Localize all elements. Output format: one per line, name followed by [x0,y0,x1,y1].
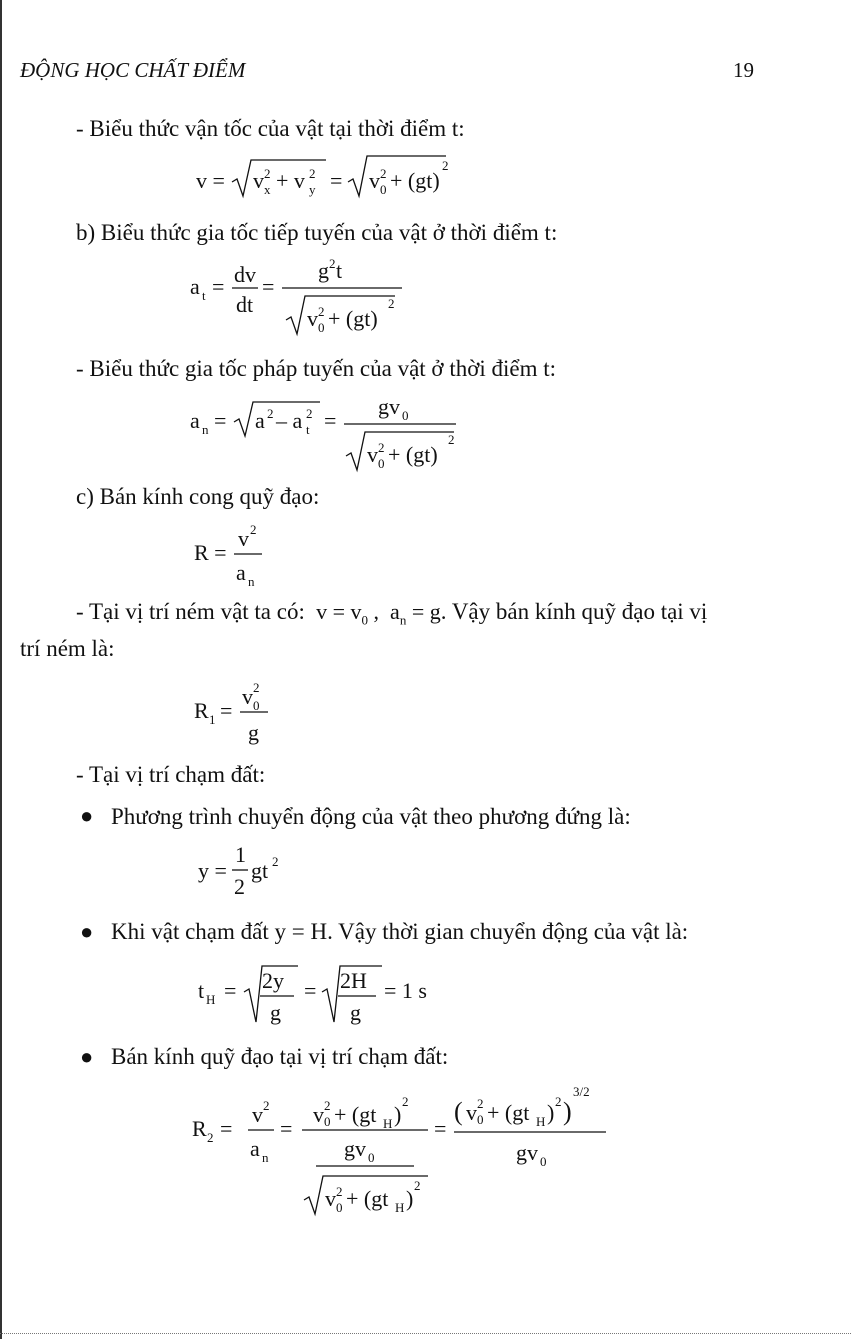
svg-text:=: = [330,168,343,193]
svg-text:): ) [406,1186,414,1211]
svg-text:R: R [194,698,209,723]
bottom-dotted-rule [0,1333,851,1334]
launch-radius-formula [194,676,284,752]
svg-text:gv: gv [378,394,400,419]
launch-point-text [76,599,707,628]
svg-text:2: 2 [250,522,257,537]
svg-text:2: 2 [263,1098,270,1113]
tangential-intro: b) Biểu thức gia tốc tiếp tuyến của vật ở thời điểm t: [76,220,558,245]
impact-time-formula [198,956,438,1042]
svg-text:n: n [248,574,255,589]
svg-text:0: 0 [402,408,409,423]
svg-text:1: 1 [235,842,246,867]
svg-text:0: 0 [378,456,385,471]
svg-text:a: a [250,1136,260,1161]
tangential-accel-formula [190,258,420,344]
svg-text:g: g [248,720,259,745]
svg-text:v: v [367,442,378,467]
svg-text:1: 1 [209,712,216,727]
svg-text:2: 2 [267,406,274,421]
svg-text:a: a [190,408,200,433]
svg-text:2: 2 [336,1184,343,1199]
svg-text:a: a [190,274,200,299]
svg-text:0: 0 [477,1112,484,1127]
svg-text:): ) [547,1100,555,1125]
svg-text:2: 2 [207,1130,214,1145]
svg-text:n: n [262,1150,269,1165]
svg-text:2: 2 [477,1096,484,1111]
svg-text:– a: – a [276,408,303,433]
svg-text:2: 2 [329,256,336,271]
svg-text:0: 0 [324,1114,331,1129]
svg-text:v: v [242,684,253,709]
svg-text:2: 2 [378,440,385,455]
svg-text:t: t [202,288,206,303]
svg-text:+ (gt): + (gt) [390,168,440,193]
svg-text:2: 2 [324,1098,331,1113]
svg-text:gv: gv [344,1136,366,1161]
svg-text:dv: dv [234,262,256,287]
svg-text:n: n [202,422,209,437]
vertical-motion-formula [198,838,298,914]
svg-text:v: v [307,306,318,331]
svg-text:H: H [206,992,216,1007]
svg-text:y =: y = [198,858,227,883]
bullet-icon: ● [80,1044,94,1069]
svg-text:=: = [324,408,337,433]
svg-text:R: R [192,1116,207,1141]
svg-text:+ (gt: + (gt [346,1186,389,1211]
svg-text:0: 0 [253,698,260,713]
svg-text:2: 2 [234,874,245,899]
svg-text:t: t [198,978,205,1003]
svg-text:H: H [383,1116,393,1131]
svg-text:2: 2 [388,296,395,311]
svg-text:=: = [280,1116,293,1141]
running-header: ĐỘNG HỌC CHẤT ĐIỂM [20,58,246,82]
svg-text:gt: gt [251,858,269,883]
svg-text:gv: gv [516,1140,538,1165]
svg-text:v: v [369,168,380,193]
svg-text:2: 2 [272,854,279,869]
svg-text:a: a [236,560,246,585]
svg-text:v: v [252,1102,263,1127]
svg-text:2: 2 [318,304,325,319]
svg-text:=: = [214,408,227,433]
svg-text:= 1 s: = 1 s [384,978,427,1003]
velocity-formula [196,152,466,208]
page-left-border [0,0,2,1339]
curvature-intro: c) Bán kính cong quỹ đạo: [76,484,320,509]
svg-text:H: H [536,1114,546,1129]
svg-text:+ v: + v [276,168,305,193]
svg-text:): ) [563,1097,572,1126]
svg-text:(: ( [454,1097,463,1126]
launch-point-text-b: . Vậy bán kính quỹ đạo tại vị [440,599,708,624]
svg-text:2: 2 [309,166,316,181]
svg-text:2: 2 [414,1178,421,1193]
svg-text:H: H [395,1200,405,1215]
impact-time-text: Khi vật chạm đất y = H. Vậy thời gian chuyển động của vật là: [111,919,689,944]
svg-text:g: g [318,258,329,283]
svg-text:R =: R = [194,540,227,565]
svg-text:0: 0 [318,320,325,335]
svg-text:t: t [306,422,310,437]
svg-text:=: = [220,698,233,723]
svg-text:0: 0 [368,1150,375,1165]
svg-text:+ (gt: + (gt [334,1102,377,1127]
svg-text:2: 2 [555,1094,562,1109]
svg-text:2H: 2H [340,968,367,993]
normal-intro: - Biểu thức gia tốc pháp tuyến của vật ở thời điểm t: [76,356,557,381]
svg-text:t: t [336,258,343,283]
svg-text:=: = [304,978,317,1003]
svg-text:2: 2 [442,158,449,173]
svg-text:3/2: 3/2 [573,1084,590,1099]
svg-text:x: x [264,182,271,197]
velocity-intro: - Biểu thức vận tốc của vật tại thời điểm t: [76,116,465,141]
svg-text:): ) [394,1102,402,1127]
svg-text:g: g [350,1000,361,1025]
svg-text:v: v [466,1100,477,1125]
svg-text:=: = [434,1116,447,1141]
bullet-icon: ● [80,919,94,944]
svg-text:0: 0 [540,1154,547,1169]
svg-text:v =: v = [196,168,225,193]
launch-point-condition: $v = v_0$ , $a_n = g$ [310,599,441,628]
svg-text:0: 0 [380,182,387,197]
svg-text:=: = [212,274,225,299]
svg-text:v: v [325,1186,336,1211]
svg-text:dt: dt [236,292,254,317]
svg-text:=: = [224,978,237,1003]
normal-accel-formula [190,392,470,478]
svg-text:0: 0 [336,1200,343,1215]
vertical-motion-text: Phương trình chuyển động của vật theo phương đứng là: [111,804,631,829]
impact-point-intro: - Tại vị trí chạm đất: [76,762,266,787]
svg-text:2: 2 [253,680,260,695]
svg-text:2y: 2y [262,968,284,993]
svg-text:2: 2 [448,432,455,447]
svg-text:=: = [220,1116,233,1141]
svg-text:2: 2 [264,166,271,181]
launch-point-text-cont: trí ném là: [20,636,115,661]
svg-text:v: v [238,526,249,551]
svg-text:2: 2 [402,1094,409,1109]
svg-text:v: v [253,168,264,193]
bullet-icon: ● [80,803,94,828]
svg-text:v: v [313,1102,324,1127]
launch-point-text-a: - Tại vị trí ném vật ta có: [76,599,305,624]
curvature-formula [194,520,284,596]
page-number: 19 [733,58,754,82]
svg-text:+ (gt): + (gt) [388,442,438,467]
svg-text:+ (gt): + (gt) [328,306,378,331]
svg-text:=: = [262,274,275,299]
impact-radius-text: Bán kính quỹ đạo tại vị trí chạm đất: [111,1044,449,1069]
svg-text:+ (gt: + (gt [487,1100,530,1125]
svg-text:2: 2 [306,406,313,421]
svg-text:a: a [255,408,265,433]
svg-text:g: g [270,1000,281,1025]
svg-text:2: 2 [380,166,387,181]
svg-text:y: y [309,182,316,197]
impact-radius-formula [192,1080,612,1226]
